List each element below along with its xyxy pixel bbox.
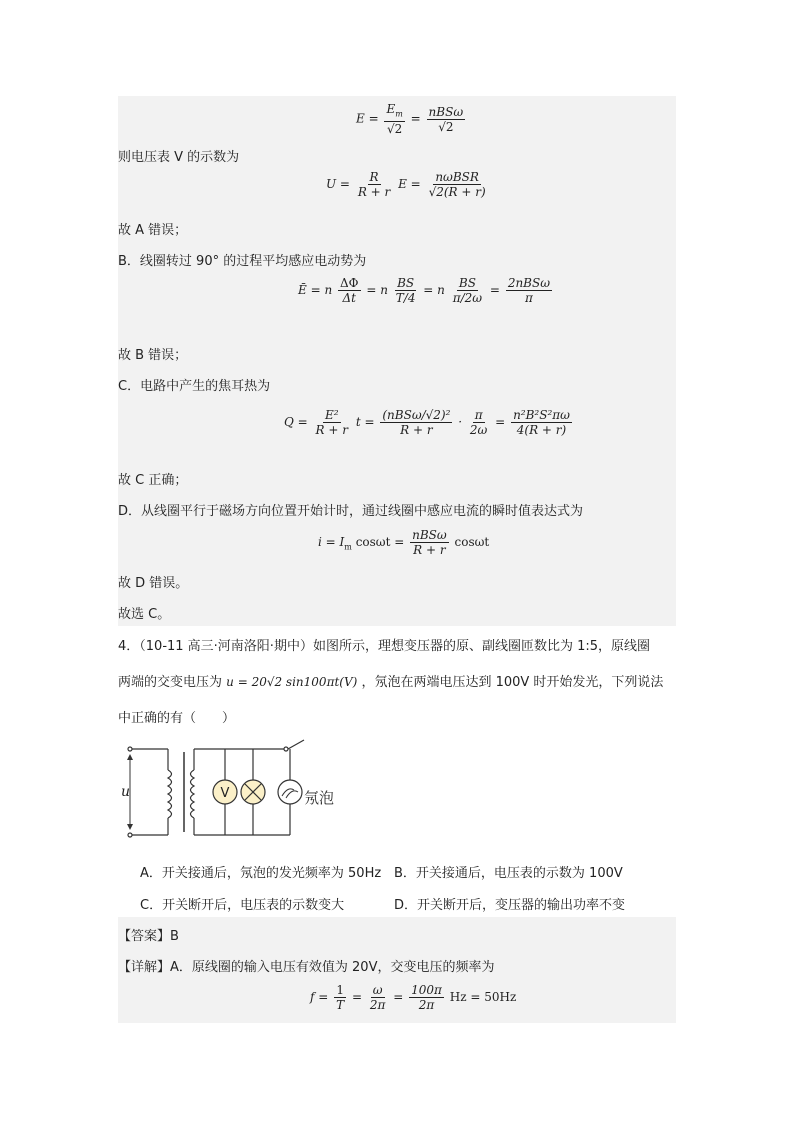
svg-text:氖泡: 氖泡: [304, 789, 335, 807]
question4-line3: 中正确的有（ ）: [118, 711, 236, 726]
option-c[interactable]: C．开关断开后，电压表的示数变大: [140, 898, 345, 913]
formula-frequency: f = $\frac{1}{T}$ = $\frac{\omega}{2\pi}$ = $\frac{100\pi}{2\pi}$ Hz = 50Hz: [310, 983, 517, 1012]
option-d[interactable]: D．开关断开后，变压器的输出功率不变: [394, 898, 626, 913]
text-choose: 故选 C。: [118, 607, 171, 622]
text-b-wrong: 故 B 错误；: [118, 348, 188, 363]
question4-line1: 4．（10-11 高三·河南洛阳·期中）如图所示，理想变压器的原、副线圈匝数比为 1:5，原线圈: [118, 639, 650, 654]
formula-average-emf: Ē = n $\frac{\Delta\Phi}{\Delta t}$ = n $\frac{BS}{T/4}$ = n $\frac{BS}{\pi/2\omega}$ = $\frac{\text{2nBSω}}{\pi}$: [298, 276, 550, 305]
formula-joule-heat: Q = $\frac{\text{E²}}{R + r}$ t = $\frac{\text{(nBSω/√2)²}}{R + r}$ · $\frac{\pi}{2\omega}$ = $\frac{\text{n²B²S²πω}}{4(R + r)}$: [284, 408, 570, 437]
text-c-right: 故 C 正确；: [118, 473, 188, 488]
text-c-intro: C．电路中产生的焦耳热为: [118, 379, 271, 394]
formula-instantaneous-current: $i = I_m$ cosωt = $\frac{\text{nBSω}}{R + r}$ cosωt: [318, 528, 490, 557]
question4-line2: 两端的交变电压为 u = 20√2 sin100πt(V) ，氖泡在两端电压达到 100V 时开始发光，下列说法: [118, 675, 664, 690]
option-a[interactable]: A．开关接通后，氖泡的发光频率为 50Hz: [140, 866, 382, 881]
text-a-wrong: 故 A 错误；: [118, 223, 188, 238]
text-d-intro: D．从线圈平行于磁场方向位置开始计时，通过线圈中感应电流的瞬时值表达式为: [118, 504, 584, 519]
text-b-intro: B．线圈转过 90° 的过程平均感应电动势为: [118, 254, 367, 269]
detail-line: 【详解】A．原线圈的输入电压有效值为 20V，交变电压的频率为: [118, 960, 495, 975]
text-d-wrong: 故 D 错误。: [118, 576, 189, 591]
svg-text:u: u: [121, 784, 131, 800]
option-b[interactable]: B．开关接通后，电压表的示数为 100V: [394, 866, 623, 881]
text-voltmeter-reading: 则电压表 V 的示数为: [118, 150, 240, 165]
answer-label: 【答案】B: [118, 929, 179, 944]
formula-e-effective: E = $\frac{E_m}{√2}$ = $\frac{\text{nBSω}}{√2}$: [356, 102, 464, 137]
svg-text:V: V: [220, 786, 230, 801]
formula-u: U = $\frac{R}{R + r}$ E = $\frac{\text{nωBSR}}{√2(R + r)}$: [326, 170, 486, 199]
circuit-diagram: [118, 738, 348, 848]
